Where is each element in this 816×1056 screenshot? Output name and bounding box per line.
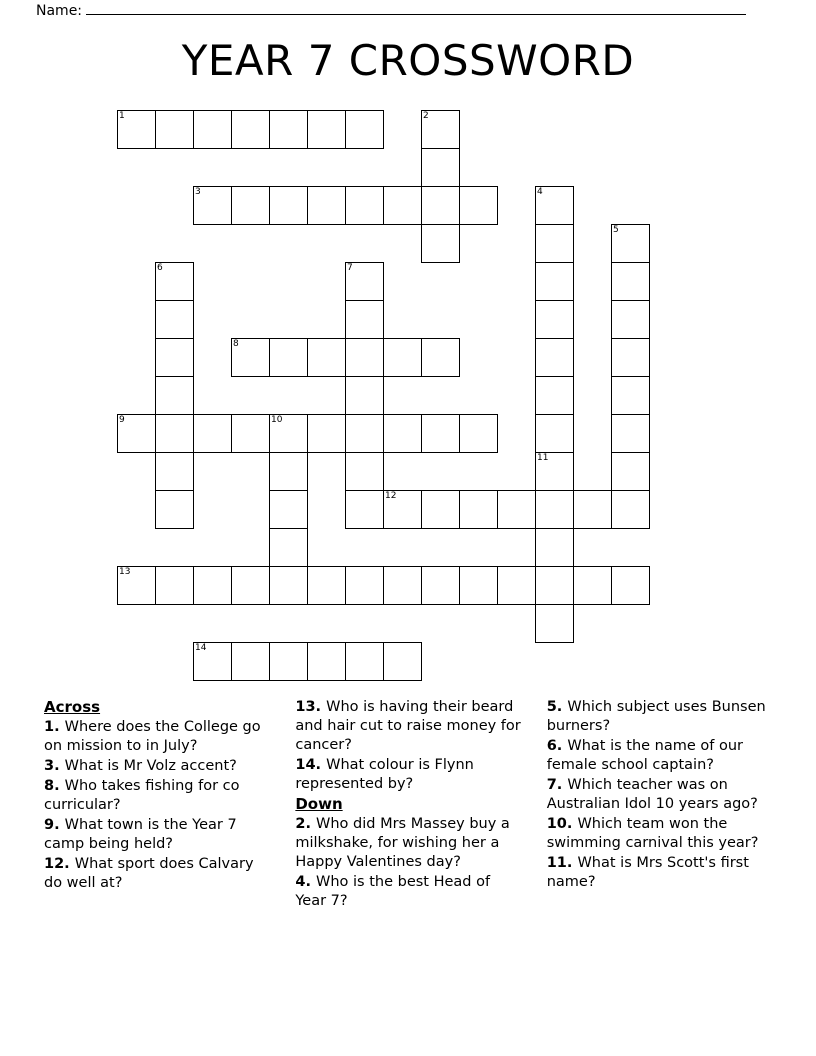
- grid-cell[interactable]: [231, 186, 270, 225]
- grid-cell[interactable]: [611, 262, 650, 301]
- grid-cell[interactable]: [269, 566, 308, 605]
- grid-cell[interactable]: [345, 490, 384, 529]
- grid-cell[interactable]: [155, 452, 194, 491]
- grid-cell-number: 8: [233, 339, 239, 349]
- grid-cell[interactable]: [307, 110, 346, 149]
- down-clue: [547, 815, 784, 853]
- grid-cell[interactable]: [193, 642, 232, 681]
- grid-cell[interactable]: [117, 110, 156, 149]
- grid-cell[interactable]: [573, 566, 612, 605]
- clue-text: What is Mr Volz accent?: [64, 758, 237, 774]
- grid-cell[interactable]: [345, 338, 384, 377]
- grid-cell[interactable]: [155, 490, 194, 529]
- grid-cell[interactable]: [535, 414, 574, 453]
- clue-text: Where does the College go on mission to in July?: [44, 719, 261, 754]
- down-clue: [547, 737, 784, 775]
- grid-cell[interactable]: [155, 414, 194, 453]
- grid-cell[interactable]: [421, 338, 460, 377]
- clue-number: 7.: [546, 777, 568, 793]
- grid-cell[interactable]: [421, 186, 460, 225]
- grid-cell[interactable]: [193, 186, 232, 225]
- grid-cell[interactable]: [611, 224, 650, 263]
- grid-cell[interactable]: [269, 338, 308, 377]
- across-clue: [295, 756, 524, 794]
- grid-cell[interactable]: [193, 414, 232, 453]
- grid-cell-number: 14: [195, 643, 207, 653]
- across-heading: Across: [44, 698, 101, 716]
- grid-cell[interactable]: [535, 452, 574, 491]
- grid-cell[interactable]: [535, 376, 574, 415]
- grid-cell-number: 11: [537, 453, 549, 463]
- grid-cell[interactable]: [383, 642, 422, 681]
- grid-cell[interactable]: [155, 110, 194, 149]
- grid-cell-number: 7: [347, 263, 353, 273]
- across-clue: [44, 757, 273, 776]
- grid-cell[interactable]: [497, 566, 536, 605]
- grid-cell[interactable]: [535, 528, 574, 567]
- grid-cell[interactable]: [611, 300, 650, 339]
- grid-cell[interactable]: [459, 414, 498, 453]
- down-clue: [295, 815, 524, 872]
- grid-cell[interactable]: [345, 452, 384, 491]
- grid-cell[interactable]: [573, 490, 612, 529]
- grid-cell[interactable]: [383, 414, 422, 453]
- clue-text: Who takes fishing for co curricular?: [44, 778, 240, 813]
- name-write-line[interactable]: [86, 0, 746, 15]
- grid-cell[interactable]: [231, 642, 270, 681]
- clue-number: 6.: [546, 738, 568, 754]
- grid-cell[interactable]: [155, 376, 194, 415]
- grid-cell[interactable]: [117, 414, 156, 453]
- clues-column-left: [44, 698, 273, 912]
- grid-cell[interactable]: [155, 300, 194, 339]
- clue-text: Which subject uses Bunsen burners?: [546, 699, 766, 734]
- grid-cell[interactable]: [345, 110, 384, 149]
- grid-cell-number: 1: [119, 111, 125, 121]
- across-clue: [44, 855, 273, 893]
- grid-cell[interactable]: [383, 490, 422, 529]
- clue-text: Which teacher was on Australian Idol 10 years ago?: [546, 777, 758, 812]
- grid-cell[interactable]: [535, 186, 574, 225]
- grid-cell[interactable]: [269, 642, 308, 681]
- clue-text: What is the name of our female school captain?: [546, 738, 744, 773]
- grid-cell[interactable]: [345, 262, 384, 301]
- grid-cell[interactable]: [193, 110, 232, 149]
- grid-cell[interactable]: [459, 186, 498, 225]
- down-clue: [547, 698, 784, 736]
- name-field-row: [36, 0, 746, 19]
- grid-cell[interactable]: [269, 528, 308, 567]
- grid-cell[interactable]: [269, 186, 308, 225]
- clue-number: 1.: [44, 719, 65, 735]
- grid-cell[interactable]: [155, 566, 194, 605]
- clue-number: 9.: [44, 817, 65, 833]
- clue-number: 8.: [44, 778, 65, 794]
- clue-number: 13.: [295, 699, 327, 715]
- grid-cell-number: 4: [537, 187, 543, 197]
- clue-number: 14.: [295, 757, 327, 773]
- down-clue: [295, 873, 524, 911]
- grid-cell[interactable]: [535, 300, 574, 339]
- grid-cell[interactable]: [193, 566, 232, 605]
- clue-number: 10.: [546, 816, 578, 832]
- grid-cell-number: 9: [119, 415, 125, 425]
- grid-cell[interactable]: [535, 338, 574, 377]
- grid-cell[interactable]: [307, 414, 346, 453]
- across-clue: [44, 718, 273, 756]
- grid-cell[interactable]: [269, 452, 308, 491]
- grid-cell[interactable]: [345, 414, 384, 453]
- grid-cell[interactable]: [307, 566, 346, 605]
- grid-cell[interactable]: [383, 566, 422, 605]
- page-title: YEAR 7 CROSSWORD: [181, 36, 635, 85]
- grid-cell[interactable]: [345, 186, 384, 225]
- grid-cell[interactable]: [421, 490, 460, 529]
- grid-cell[interactable]: [611, 490, 650, 529]
- grid-cell[interactable]: [383, 186, 422, 225]
- clue-number: 4.: [295, 874, 317, 890]
- grid-cell[interactable]: [611, 414, 650, 453]
- clue-text: Who is the best Head of Year 7?: [295, 874, 491, 909]
- grid-cell-number: 5: [613, 225, 619, 235]
- clue-number: 3.: [44, 758, 65, 774]
- grid-cell[interactable]: [345, 376, 384, 415]
- grid-cell[interactable]: [345, 300, 384, 339]
- name-label: Name:: [36, 3, 83, 19]
- clue-text: What town is the Year 7 camp being held?: [44, 817, 237, 852]
- clue-text: Who is having their beard and hair cut to raise money for cancer?: [295, 699, 521, 753]
- clue-text: What is Mrs Scott's first name?: [546, 855, 749, 890]
- grid-cell[interactable]: [269, 110, 308, 149]
- grid-cell[interactable]: [231, 566, 270, 605]
- grid-cell-number: 13: [119, 567, 131, 577]
- clues-section: [44, 698, 784, 912]
- grid-cell[interactable]: [535, 604, 574, 643]
- clue-number: 12.: [44, 856, 75, 872]
- grid-cell-number: 2: [423, 111, 429, 121]
- clue-text: Which team won the swimming carnival this year?: [546, 816, 759, 851]
- clues-column-right: [547, 698, 784, 912]
- grid-cell-number: 12: [385, 491, 397, 501]
- grid-cell[interactable]: [307, 338, 346, 377]
- grid-cell[interactable]: [611, 376, 650, 415]
- grid-cell[interactable]: [307, 642, 346, 681]
- grid-cell[interactable]: [611, 452, 650, 491]
- across-clue: [295, 698, 524, 755]
- grid-cell[interactable]: [535, 490, 574, 529]
- grid-cell[interactable]: [117, 566, 156, 605]
- clue-text: Who did Mrs Massey buy a milkshake, for wishing her a Happy Valentines day?: [295, 816, 510, 870]
- grid-cell[interactable]: [231, 414, 270, 453]
- down-clue: [547, 854, 784, 892]
- grid-cell[interactable]: [345, 566, 384, 605]
- grid-cell[interactable]: [535, 224, 574, 263]
- grid-cell[interactable]: [421, 566, 460, 605]
- crossword-grid[interactable]: [117, 110, 701, 690]
- across-clue: [44, 816, 273, 854]
- down-clue: [547, 776, 784, 814]
- grid-cell[interactable]: [459, 490, 498, 529]
- grid-cell[interactable]: [535, 262, 574, 301]
- grid-cell[interactable]: [383, 338, 422, 377]
- grid-cell[interactable]: [611, 338, 650, 377]
- grid-cell-number: 10: [271, 415, 283, 425]
- grid-cell[interactable]: [421, 110, 460, 149]
- grid-cell[interactable]: [307, 186, 346, 225]
- grid-cell-number: 3: [195, 187, 201, 197]
- grid-cell[interactable]: [155, 262, 194, 301]
- grid-cell[interactable]: [497, 490, 536, 529]
- grid-cell[interactable]: [231, 338, 270, 377]
- grid-cell[interactable]: [231, 110, 270, 149]
- clue-text: What sport does Calvary do well at?: [44, 856, 254, 891]
- clue-number: 2.: [295, 816, 317, 832]
- grid-cell[interactable]: [535, 566, 574, 605]
- grid-cell[interactable]: [459, 566, 498, 605]
- grid-cell[interactable]: [421, 414, 460, 453]
- grid-cell[interactable]: [269, 414, 308, 453]
- grid-cell[interactable]: [269, 490, 308, 529]
- grid-cell[interactable]: [421, 224, 460, 263]
- clues-column-middle: [295, 698, 524, 912]
- grid-cell[interactable]: [421, 148, 460, 187]
- grid-cell[interactable]: [611, 566, 650, 605]
- clue-text: What colour is Flynn represented by?: [295, 757, 474, 792]
- down-heading: Down: [295, 795, 343, 813]
- grid-cell-number: 6: [157, 263, 163, 273]
- grid-cell[interactable]: [155, 338, 194, 377]
- clue-number: 5.: [546, 699, 568, 715]
- grid-cell[interactable]: [345, 642, 384, 681]
- clue-number: 11.: [546, 855, 578, 871]
- across-clue: [44, 777, 273, 815]
